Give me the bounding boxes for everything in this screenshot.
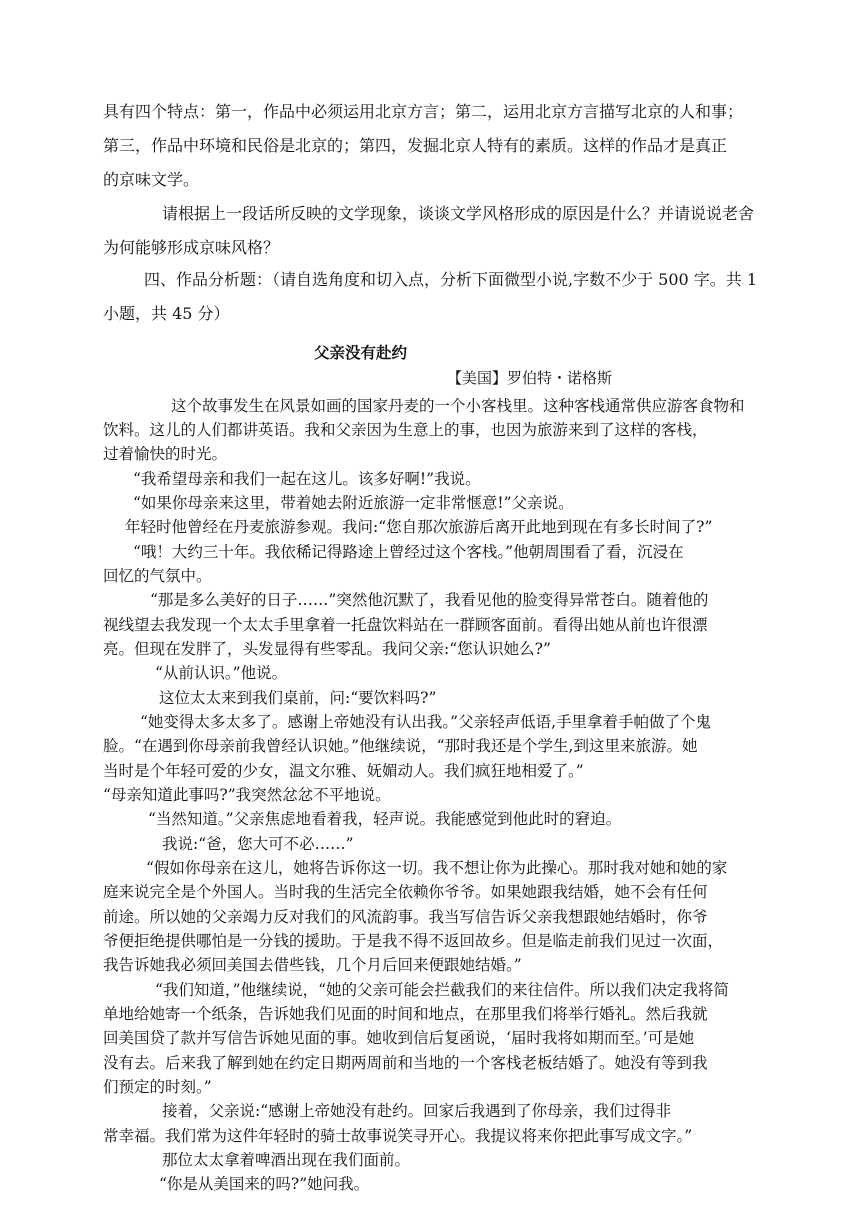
section-heading-line-2: 小题，共 45 分） — [103, 304, 230, 323]
story-line: 庭来说完全是个外国人。当时我的生活完全依赖你爷爷。如果她跟我结婚，她不会有任何 — [103, 883, 708, 901]
story-line: “我希望母亲和我们一起在这儿。该多好啊!”我说。 — [133, 470, 481, 488]
story-line: 我说:“爸，您大可不必……” — [162, 835, 354, 853]
story-line: 我告诉她我必须回美国去借些钱，几个月后回来便跟她结婚。” — [103, 956, 522, 974]
story-line: 回美国贷了款并写信告诉她见面的事。她收到信后复函说，‘届时我将如期而至。’可是她 — [103, 1029, 695, 1047]
story-line: “母亲知道此事吗?”我突然忿忿不平地说。 — [103, 786, 391, 804]
story-line: “她变得太多太多了。感谢上帝她没有认出我。”父亲轻声低语,手里拿着手帕做了个鬼 — [140, 713, 712, 731]
story-line: 年轻时他曾经在丹麦旅游参观。我问:“您自那次旅游后离开此地到现在有多长时间了?” — [125, 518, 713, 536]
story-line: 这个故事发生在风景如画的国家丹麦的一个小客栈里。这种客栈通常供应游客食物和 — [171, 397, 745, 415]
intro-line-3: 的京味文学。 — [103, 170, 200, 189]
story-line: “你是从美国来的吗?”她问我。 — [159, 1175, 370, 1193]
story-line: 接着，父亲说:“感谢上帝她没有赴约。回家后我遇到了你母亲，我们过得非 — [162, 1102, 672, 1120]
story-line: 脸。“在遇到你母亲前我曾经认识她。”他继续说，“那时我还是个学生,到这里来旅游。她 — [103, 737, 698, 755]
story-line: 们预定的时刻。” — [103, 1078, 212, 1096]
story-line: 爷便拒绝提供哪怕是一分钱的援助。于是我不得不返回故乡。但是临走前我们见过一次面， — [103, 932, 724, 950]
story-line: “假如你母亲在这儿，她将告诉你这一切。我不想让你为此操心。那时我对她和她的家 — [146, 859, 728, 877]
story-line: “那是多么美好的日子……”突然他沉默了，我看见他的脸变得异常苍白。随着他的 — [150, 591, 709, 609]
story-line: “如果你母亲来这里，带着她去附近旅游一定非常惬意!”父亲说。 — [133, 494, 574, 512]
story-line: 饮料。这儿的人们都讲英语。我和父亲因为生意上的事，也因为旅游来到了这样的客栈， — [103, 421, 708, 439]
intro-line-1: 具有四个特点：第一，作品中必须运用北京方言；第二，运用北京方言描写北京的人和事； — [103, 102, 744, 121]
story-line: 当时是个年轻可爱的少女，温文尔雅、妩媚动人。我们疯狂地相爱了。” — [103, 762, 584, 780]
story-line: 回忆的气氛中。 — [103, 567, 212, 585]
story-line: “当然知道。”父亲焦虑地看着我，轻声说。我能感觉到他此时的窘迫。 — [148, 810, 622, 828]
story-line: 前途。所以她的父亲竭力反对我们的风流韵事。我当写信告诉父亲我想跟她结婚时，你爷 — [103, 908, 708, 926]
section-heading-line-1: 四、作品分析题：（请自选角度和切入点，分析下面微型小说,字数不少于 500 字。共 1 — [144, 270, 758, 289]
story-line: 过着愉快的时光。 — [103, 445, 228, 463]
story-line: “从前认识。”他说。 — [155, 664, 288, 682]
story-line: “哦！大约三十年。我依稀记得路途上曾经过这个客栈。”他朝周围看了看，沉浸在 — [133, 543, 684, 561]
story-author: 【美国】罗伯特・诺格斯 — [447, 369, 613, 387]
story-line: 亮。但现在发胖了，头发显得有些零乱。我问父亲:“您认识她么?” — [103, 640, 551, 658]
story-line: 那位太太拿着啤酒出现在我们面前。 — [162, 1151, 411, 1169]
story-title: 父亲没有赴约 — [314, 344, 408, 362]
question-line-2: 为何能够形成京味风格？ — [103, 238, 280, 257]
story-line: 单地给她寄一个纸条，告诉她我们见面的时间和地点，在那里我们将举行婚礼。然后我就 — [103, 1005, 708, 1023]
story-line: 常幸福。我们常为这件年轻时的骑士故事说笑寻开心。我提议将来你把此事写成文字。” — [103, 1127, 693, 1145]
question-line-1: 请根据上一段话所反映的文学现象，谈谈文学风格形成的原因是什么？并请说说老舍 — [162, 204, 755, 223]
story-line: “我们知道，”他继续说，“她的父亲可能会拦截我们的来往信件。所以我们决定我将简 — [155, 981, 730, 999]
story-line: 没有去。后来我了解到她在约定日期两周前和当地的一个客栈老板结婚了。她没有等到我 — [103, 1054, 708, 1072]
story-line: 这位太太来到我们桌前，问:“要饮料吗?” — [159, 689, 437, 707]
story-line: 视线望去我发现一个太太手里拿着一托盘饮料站在一群顾客面前。看得出她从前也许很漂 — [103, 616, 708, 634]
intro-line-2: 第三，作品中环境和民俗是北京的；第四，发掘北京人特有的素质。这样的作品才是真正 — [103, 136, 728, 155]
